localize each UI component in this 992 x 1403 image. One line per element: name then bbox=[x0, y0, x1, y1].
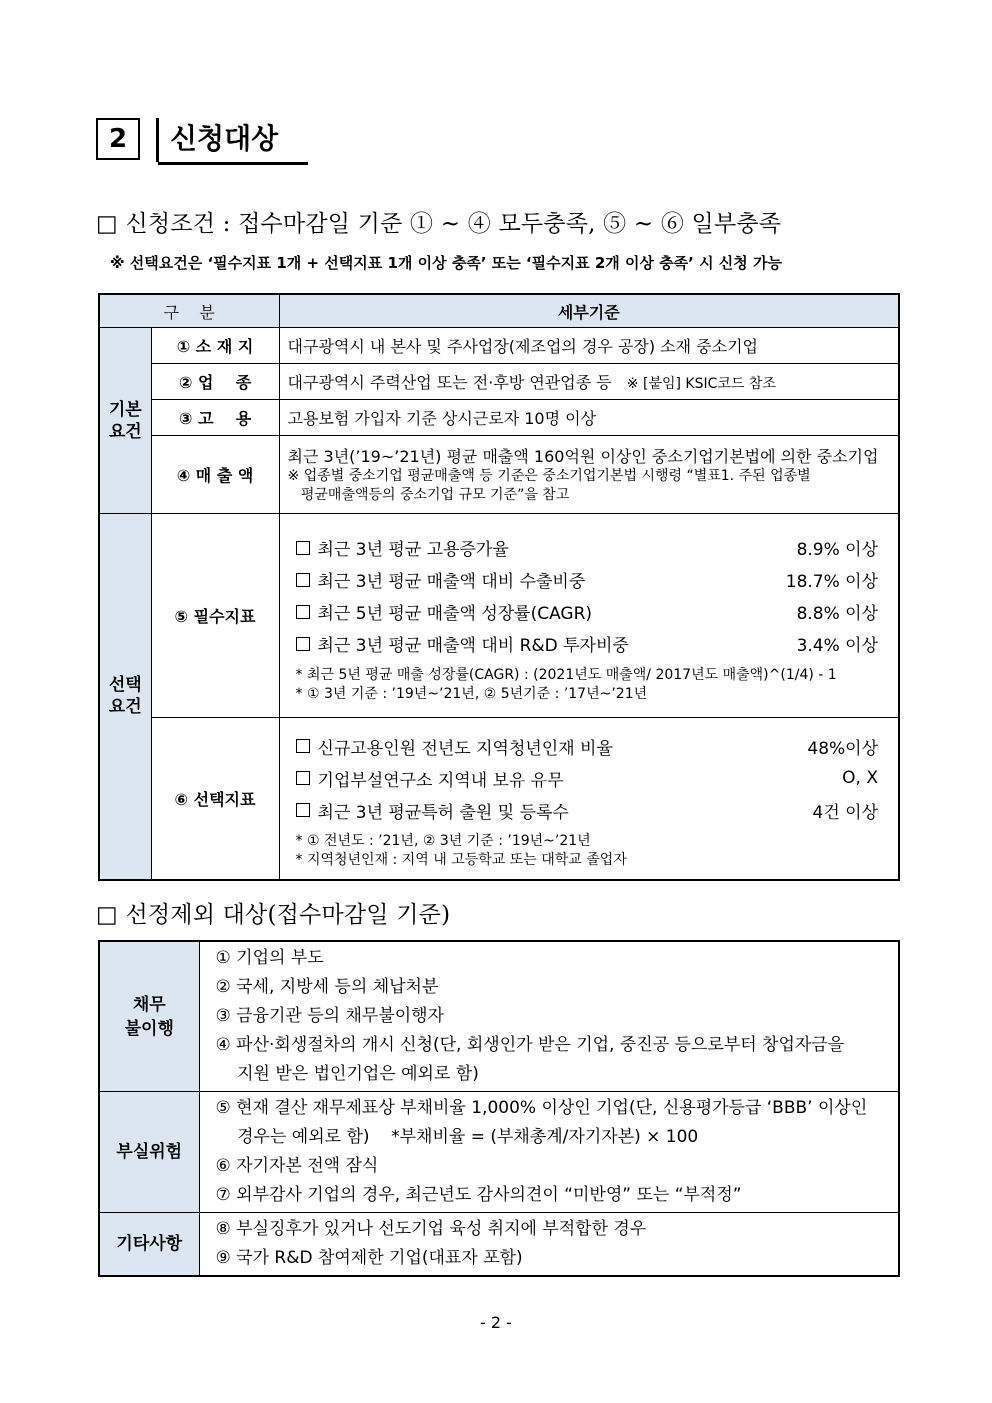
row-revenue bbox=[279, 436, 899, 514]
list-item: ⑧ 부실징후가 있거나 선도기업 육성 취지에 부적합한 경우 bbox=[215, 1219, 647, 1239]
list-item: ① 기업의 부도 bbox=[215, 948, 324, 968]
row-industry bbox=[279, 364, 899, 400]
row-label-optional-indicators: ⑥ 선택지표 bbox=[151, 718, 279, 880]
list-item bbox=[296, 730, 879, 762]
basic-requirements-group: 기본 요건 bbox=[99, 328, 151, 514]
group-insolvency-risk-items bbox=[199, 1092, 899, 1213]
row-employment: 고용보험 가입자 기준 상시근로자 10명 이상 bbox=[279, 400, 899, 436]
list-item: ③ 금융기관 등의 채무불이행자 bbox=[215, 1006, 445, 1026]
list-item: ② 국세, 지방세 등의 체납처분 bbox=[215, 977, 439, 997]
section-header bbox=[96, 118, 312, 170]
required-footnote-2: * ① 3년 기준 : ’19년~’21년, ② 5년기준 : ’17년~’21년 bbox=[295, 685, 648, 702]
checkbox-icon bbox=[296, 541, 310, 555]
group-default-items bbox=[199, 941, 899, 1092]
row-label-required-indicators: ⑤ 필수지표 bbox=[151, 514, 279, 718]
indicator-value: O, X bbox=[842, 768, 879, 789]
industry-text: 대구광역시 주력산업 또는 전·후방 연관업종 등 bbox=[287, 372, 612, 392]
checkbox-icon bbox=[296, 739, 310, 753]
group-insolvency-risk: 부실위험 bbox=[99, 1092, 199, 1213]
eligibility-heading: □ 신청조건 : 접수마감일 기준 ① ~ ④ 모두충족, ⑤ ~ ⑥ 일부충족 bbox=[96, 211, 782, 237]
checkbox-icon bbox=[296, 803, 310, 817]
list-item: ④ 파산·회생절차의 개시 신청(단, 회생인가 받은 기업, 중진공 등으로부터 창업자금을 bbox=[215, 1035, 845, 1055]
required-footnote-1: * 최근 5년 평균 매출 성장률(CAGR) : (2021년도 매출액/ 2017년도 매출액)^(1/4) - 1 bbox=[295, 666, 837, 683]
checkbox-icon bbox=[296, 771, 310, 785]
revenue-note-1: ※ 업종별 중소기업 평균매출액 등 기준은 중소기업기본법 시행령 “별표1. 주된 업종별 bbox=[287, 468, 811, 484]
checkbox-icon bbox=[296, 637, 310, 651]
list-item: ⑤ 현재 결산 재무제표상 부채비율 1,000% 이상인 기업(단, 신용평가등급 ‘BBB’ 이상인 bbox=[215, 1098, 868, 1118]
list-item: ⑦ 외부감사 기업의 경우, 최근년도 감사의견이 “미반영” 또는 “부적정” bbox=[215, 1185, 742, 1205]
row-label-industry: ② 업 종 bbox=[151, 364, 279, 400]
section-divider bbox=[156, 118, 159, 162]
eligibility-table bbox=[98, 293, 900, 881]
revenue-note-2: 평균매출액등의 중소기업 규모 기준”을 참고 bbox=[287, 487, 570, 503]
selective-requirements-group: 선택 요건 bbox=[99, 514, 151, 880]
list-item bbox=[296, 794, 879, 826]
indicator-value: 48%이상 bbox=[807, 738, 879, 759]
optional-indicators-cell bbox=[279, 718, 899, 880]
section-underline bbox=[158, 162, 308, 165]
indicator-value: 4건 이상 bbox=[812, 802, 879, 823]
list-item: 경우는 예외로 함) *부채비율 = (부채총계/자기자본) × 100 bbox=[215, 1127, 699, 1147]
list-item bbox=[296, 532, 879, 564]
list-item bbox=[296, 596, 879, 628]
group-other-items bbox=[199, 1213, 899, 1277]
list-item bbox=[296, 762, 879, 794]
revenue-text: 최근 3년(’19~’21년) 평균 매출액 160억원 이상인 중소기업기본법에 의한 중소기업 bbox=[287, 447, 879, 466]
header-category: 구 분 bbox=[99, 294, 279, 328]
group-other: 기타사항 bbox=[99, 1213, 199, 1277]
row-label-location: ① 소 재 지 bbox=[151, 328, 279, 364]
indicator-text: 최근 3년 평균 고용증가율 bbox=[317, 540, 509, 560]
row-label-revenue: ④ 매 출 액 bbox=[151, 436, 279, 514]
indicator-text: 신규고용인원 전년도 지역청년인재 비율 bbox=[317, 738, 613, 759]
list-item bbox=[296, 564, 879, 596]
checkbox-icon bbox=[296, 573, 310, 587]
list-item: ⑥ 자기자본 전액 잠식 bbox=[215, 1156, 379, 1176]
list-item bbox=[296, 628, 879, 660]
section-number: 2 bbox=[96, 118, 140, 160]
selection-note: ※ 선택요건은 ‘필수지표 1개 + 선택지표 1개 이상 충족’ 또는 ‘필수지표 2개 이상 충족’ 시 신청 가능 bbox=[110, 254, 782, 272]
indicator-text: 기업부설연구소 지역내 보유 유무 bbox=[317, 770, 564, 791]
indicator-text: 최근 3년 평균 매출액 대비 수출비중 bbox=[317, 572, 586, 592]
optional-footnote-2: * 지역청년인재 : 지역 내 고등학교 또는 대학교 졸업자 bbox=[295, 852, 627, 869]
exclusion-heading: □ 선정제외 대상(접수마감일 기준) bbox=[96, 902, 451, 928]
section-title: 신청대상 bbox=[170, 122, 279, 155]
exclusion-table bbox=[98, 940, 900, 1277]
indicator-value: 8.9% 이상 bbox=[796, 540, 879, 560]
list-item: ⑨ 국가 R&D 참여제한 기업(대표자 포함) bbox=[215, 1248, 523, 1268]
indicator-text: 최근 3년 평균 매출액 대비 R&D 투자비중 bbox=[317, 636, 629, 656]
indicator-value: 3.4% 이상 bbox=[796, 636, 879, 656]
page-number: - 2 - bbox=[480, 1313, 512, 1332]
header-detail: 세부기준 bbox=[279, 294, 899, 328]
indicator-text: 최근 5년 평균 매출액 성장률(CAGR) bbox=[317, 604, 593, 624]
required-indicators-cell bbox=[279, 514, 899, 718]
row-label-employment: ③ 고 용 bbox=[151, 400, 279, 436]
indicator-value: 18.7% 이상 bbox=[785, 572, 879, 592]
group-default: 채무 불이행 bbox=[99, 941, 199, 1092]
indicator-value: 8.8% 이상 bbox=[796, 604, 879, 624]
indicator-text: 최근 3년 평균특허 출원 및 등록수 bbox=[317, 802, 569, 823]
optional-footnote-1: * ① 전년도 : ’21년, ② 3년 기준 : ’19년~’21년 bbox=[295, 833, 591, 850]
industry-note: ※ [붙임] KSIC코드 참조 bbox=[626, 375, 776, 392]
row-location: 대구광역시 내 본사 및 주사업장(제조업의 경우 공장) 소재 중소기업 bbox=[279, 328, 899, 364]
list-item: 지원 받은 법인기업은 예외로 함) bbox=[215, 1064, 479, 1084]
checkbox-icon bbox=[296, 605, 310, 619]
